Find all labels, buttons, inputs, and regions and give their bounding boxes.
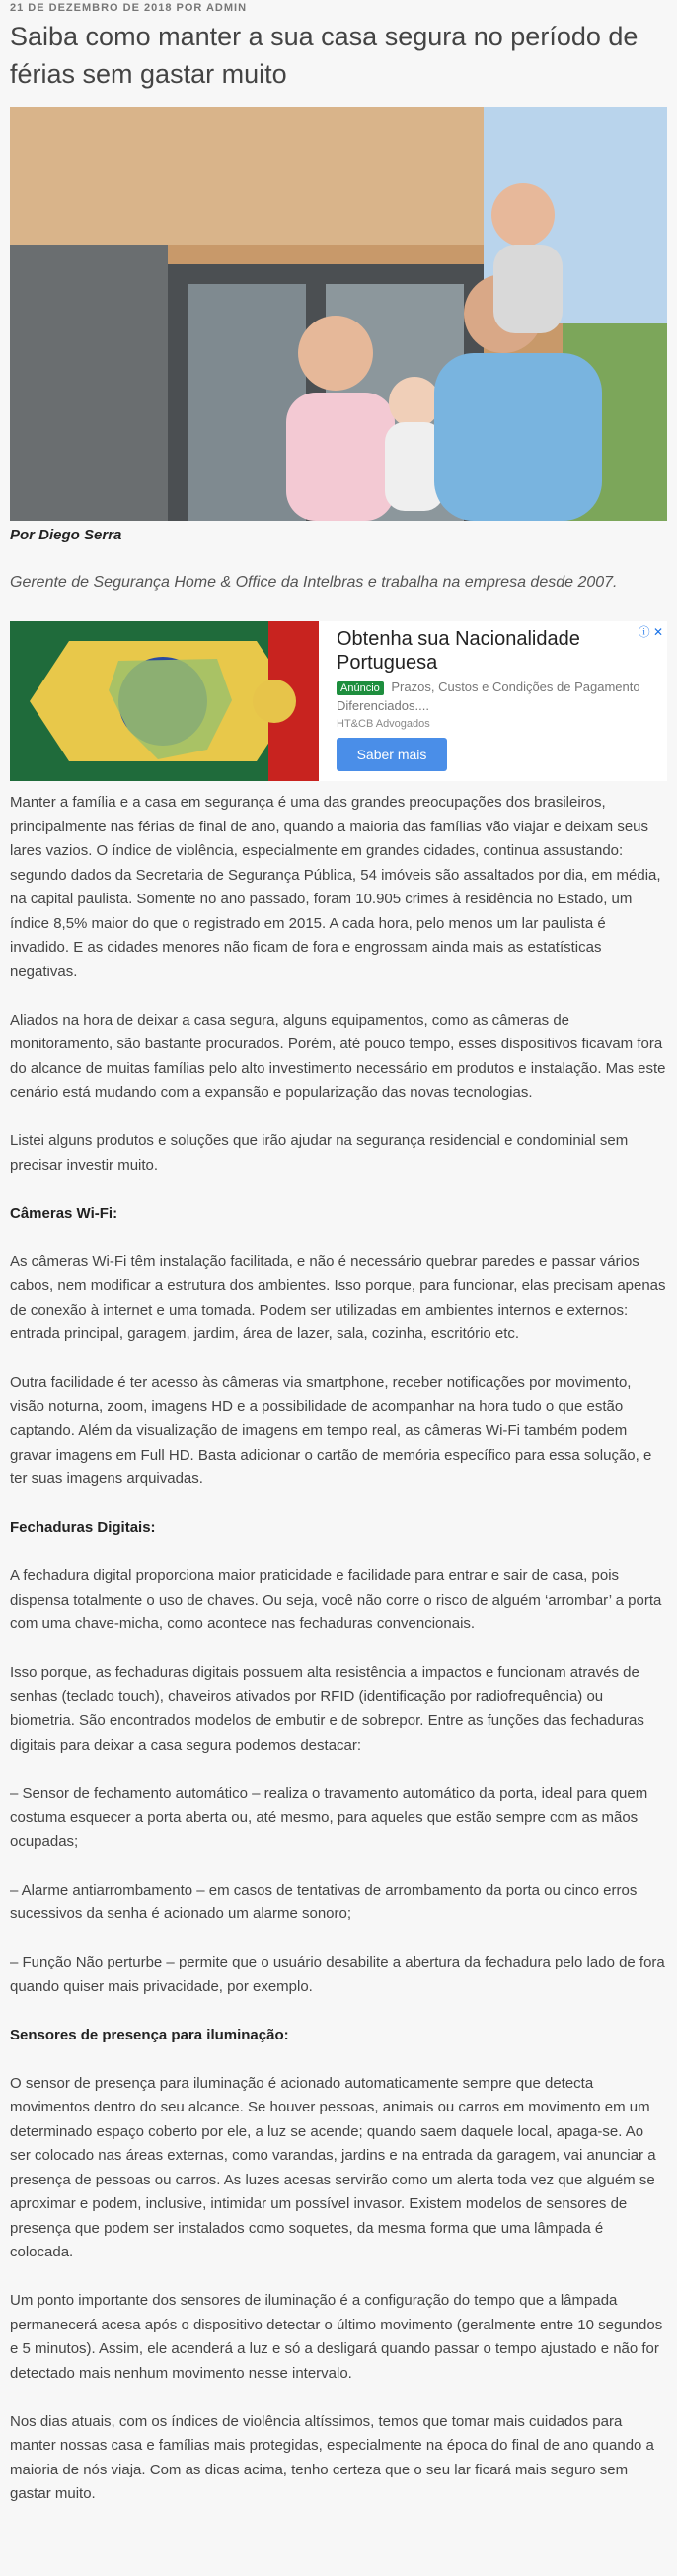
author-role: Gerente de Segurança Home & Office da Intelbras e trabalha na empresa desde 2007. — [10, 574, 618, 591]
paragraph: Manter a família e a casa em segurança é uma das grandes preocupações dos brasileiros, principalmente nas férias de final de ano, quando a maioria das famílias vão viajar e deixam seus lares vazios. O índice de violência, especialmente em grandes cidades, continua assustando: segundo dados da Secretaria de Segurança Pública, 54 imóveis são assaltados por dia, em média, na capital paulista. Somente no ano passado, foram 10.905 crimes à residência no Estado, um índice 8,5% maior do que o registrado em 2015. A cada hora, pelo menos um lar paulista é invadido. E as cidades menores não ficam de fora e engrossam ainda mais as estatísticas negativas. — [10, 794, 661, 980]
section-heading: Câmeras Wi-Fi: — [10, 1204, 118, 1222]
ad-advertiser: HT&CB Advogados — [337, 718, 430, 730]
ad-content — [319, 621, 667, 781]
paragraph-gap — [10, 1637, 667, 1662]
family-photo — [10, 107, 667, 521]
article-body — [10, 791, 667, 2507]
ad-banner[interactable] — [10, 621, 667, 781]
paragraph: – Sensor de fechamento automático – realiza o travamento automático da porta, ideal para quem costuma esquecer a porta aberta ou, até mesmo, para aqueles que estão sempre com as mãos ocupadas; — [10, 1784, 648, 1850]
ad-badge: Anúncio — [337, 681, 384, 695]
ad-description: Prazos, Custos e Condições de Pagamento Diferenciados.... — [337, 680, 640, 713]
paragraph: Outra facilidade é ter acesso às câmeras via smartphone, receber notificações por movimento, visão noturna, zoom, imagens HD e a possibilidade de acompanhar na hora tudo o que estão captando. Além da visualização de imagens em tempo real, as câmeras Wi-Fi também podem gravar imagens em Full HD. Basta adicionar o cartão de memória específico para essa solução, e ter suas imagens arquivadas. — [10, 1374, 652, 1487]
ad-cta-button[interactable]: Saber mais — [337, 738, 447, 771]
paragraph: As câmeras Wi-Fi têm instalação facilitada, e não é necessário quebrar paredes e passar vários cabos, nem modificar a estrutura dos ambientes. Isso porque, para funcionar, elas precisam apenas de conexão à internet e uma tomada. Podem ser utilizadas em ambientes internos e externos: entrada principal, garagem, jardim, área de lazer, sala, cozinha, escritório etc. — [10, 1252, 666, 1342]
ad-description-row — [337, 679, 642, 714]
paragraph-gap — [10, 1854, 667, 1879]
paragraph-gap — [10, 1927, 667, 1952]
paragraph-gap — [10, 984, 667, 1009]
paragraph-gap — [10, 1226, 667, 1251]
paragraph-gap — [10, 1540, 667, 1565]
paragraph-gap — [10, 2265, 667, 2290]
byline: Por Diego Serra — [10, 527, 122, 543]
paragraph-gap — [10, 1178, 667, 1202]
paragraph: Aliados na hora de deixar a casa segura, alguns equipamentos, como as câmeras de monitoramento, são bastante procurados. Porém, até pouco tempo, esses dispositivos ficavam fora do alcance de muitas famílias pelo alto investimento necessário em produtos e instalação. Mas este cenário está mudando com a expansão e popularização das novas tecnologias. — [10, 1011, 666, 1101]
paragraph: A fechadura digital proporciona maior praticidade e facilidade para entrar e sair de casa, pois dispensa totalmente o uso de chaves. Ou seja, você não corre o risco de alguém ‘arrombar’ a porta com uma chave-micha, como acontece nas fechaduras convencionais. — [10, 1567, 662, 1632]
paragraph-gap — [10, 2386, 667, 2410]
featured-image — [10, 107, 667, 521]
ad-map-image — [10, 621, 319, 781]
paragraph: Um ponto importante dos sensores de iluminação é a configuração do tempo que a lâmpada permanecerá acesa após o dispositivo detectar o último movimento (geralmente entre 10 segundos e 5 minutos). Assim, ele acenderá a luz e só a desligará quando passar o tempo ajustado e não for detectado mais nenhum movimento nesse intervalo. — [10, 2292, 663, 2382]
paragraph-gap — [10, 1492, 667, 1517]
section-heading: Sensores de presença para iluminação: — [10, 2026, 289, 2043]
paragraph: Nos dias atuais, com os índices de violência altíssimos, temos que tomar mais cuidados para manter nossas casa e famílias mais protegidas, especialmente na época do final de ano quando a maioria de nós viaja. Com as dicas acima, tenho certeza que o seu lar ficará mais seguro sem gastar muito. — [10, 2412, 654, 2502]
paragraph: – Alarme antiarrombamento – em casos de tentativas de arrombamento da porta ou cinco erros sucessivos da senha é acionado um alarme sonoro; — [10, 1881, 638, 1922]
section-heading: Fechaduras Digitais: — [10, 1519, 156, 1536]
paragraph-gap — [10, 1347, 667, 1372]
paragraph: Listei alguns produtos e soluções que irão ajudar na segurança residencial e condominial sem precisar investir muito. — [10, 1132, 629, 1174]
paragraph-gap — [10, 1999, 667, 2024]
paragraph: O sensor de presença para iluminação é acionado automaticamente sempre que detecta movimentos dentro do seu alcance. Se houver pessoas, animais ou carros em movimento em um determinado espaço coberto por ele, a luz se acende; quando saem daquele local, apaga-se. Ao ser colocado nas áreas externas, como varandas, jardins e na entrada da garagem, vai anunciar a presença de pessoas ou carros. As luzes acesas servirão como um alerta toda vez que alguém se aproximar e podem, inclusive, intimidar um possível invasor. Existem modelos de sensores de presença que podem ser instalados como soquetes, da mesma forma que uma lâmpada é colocada. — [10, 2074, 656, 2260]
paragraph-gap — [10, 1757, 667, 1782]
ad-title[interactable]: Obtenha sua Nacionalidade Portuguesa — [337, 628, 580, 674]
paragraph-gap — [10, 1106, 667, 1130]
paragraph: – Função Não perturbe – permite que o usuário desabilite a abertura da fechadura pelo lado de fora quando quiser mais privacidade, por exemplo. — [10, 1954, 665, 1995]
paragraph: Isso porque, as fechaduras digitais possuem alta resistência a impactos e funcionam através de senhas (teclado touch), chaveiros ativados por RFID (identificação por radiofrequência) ou biometria. São encontrados modelos de embutir e de sobrepor. Entre as funções das fechaduras digitais para deixar a casa segura podemos destacar: — [10, 1664, 644, 1753]
paragraph-gap — [10, 2047, 667, 2072]
post-meta: 21 DE DEZEMBRO DE 2018 POR ADMIN — [10, 2, 248, 14]
post-title: Saiba como manter a sua casa segura no período de férias sem gastar muito — [10, 22, 639, 89]
ad-choices-icon[interactable]: ⓘ ✕ — [638, 625, 663, 639]
